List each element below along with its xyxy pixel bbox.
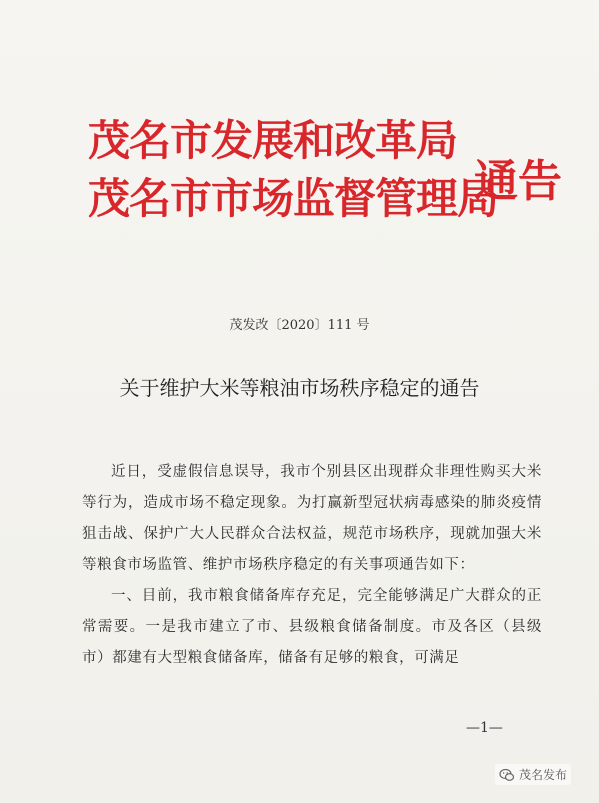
agency-name-2: 茂名市市场监督管理局	[88, 174, 499, 223]
document-title: 关于维护大米等粮油市场秩序稳定的通告	[119, 376, 480, 400]
wechat-icon	[499, 767, 515, 783]
document-header	[88, 116, 562, 250]
source-watermark	[495, 764, 571, 785]
agency-name-1: 茂名市发展和改革局	[88, 116, 458, 165]
paragraph: 一、目前，我市粮食储备库存充足，完全能够满足广大群众的正常需要。一是我市建立了市、县级粮食储备制度。市及各区（县级市）都建有大型粮食储备库，储备有足够的粮食，可满足	[82, 588, 542, 666]
notice-word: 通告	[474, 156, 562, 207]
page-number: —1—	[466, 720, 503, 736]
paragraph: 近日，受虚假信息误导，我市个别县区出现群众非理性购买大米等行为，造成市场不稳定现象。为打赢新型冠状病毒感染的肺炎疫情狙击战、保护广大人民群众合法权益，规范市场秩序，现就加强大米等粮食市场监管、维护市场秩序稳定的有关事项通告如下：	[82, 464, 542, 573]
watermark-label: 茂名发布	[519, 768, 568, 782]
document-body	[82, 457, 542, 674]
document-number: 茂发改〔2020〕111 号	[229, 318, 370, 333]
